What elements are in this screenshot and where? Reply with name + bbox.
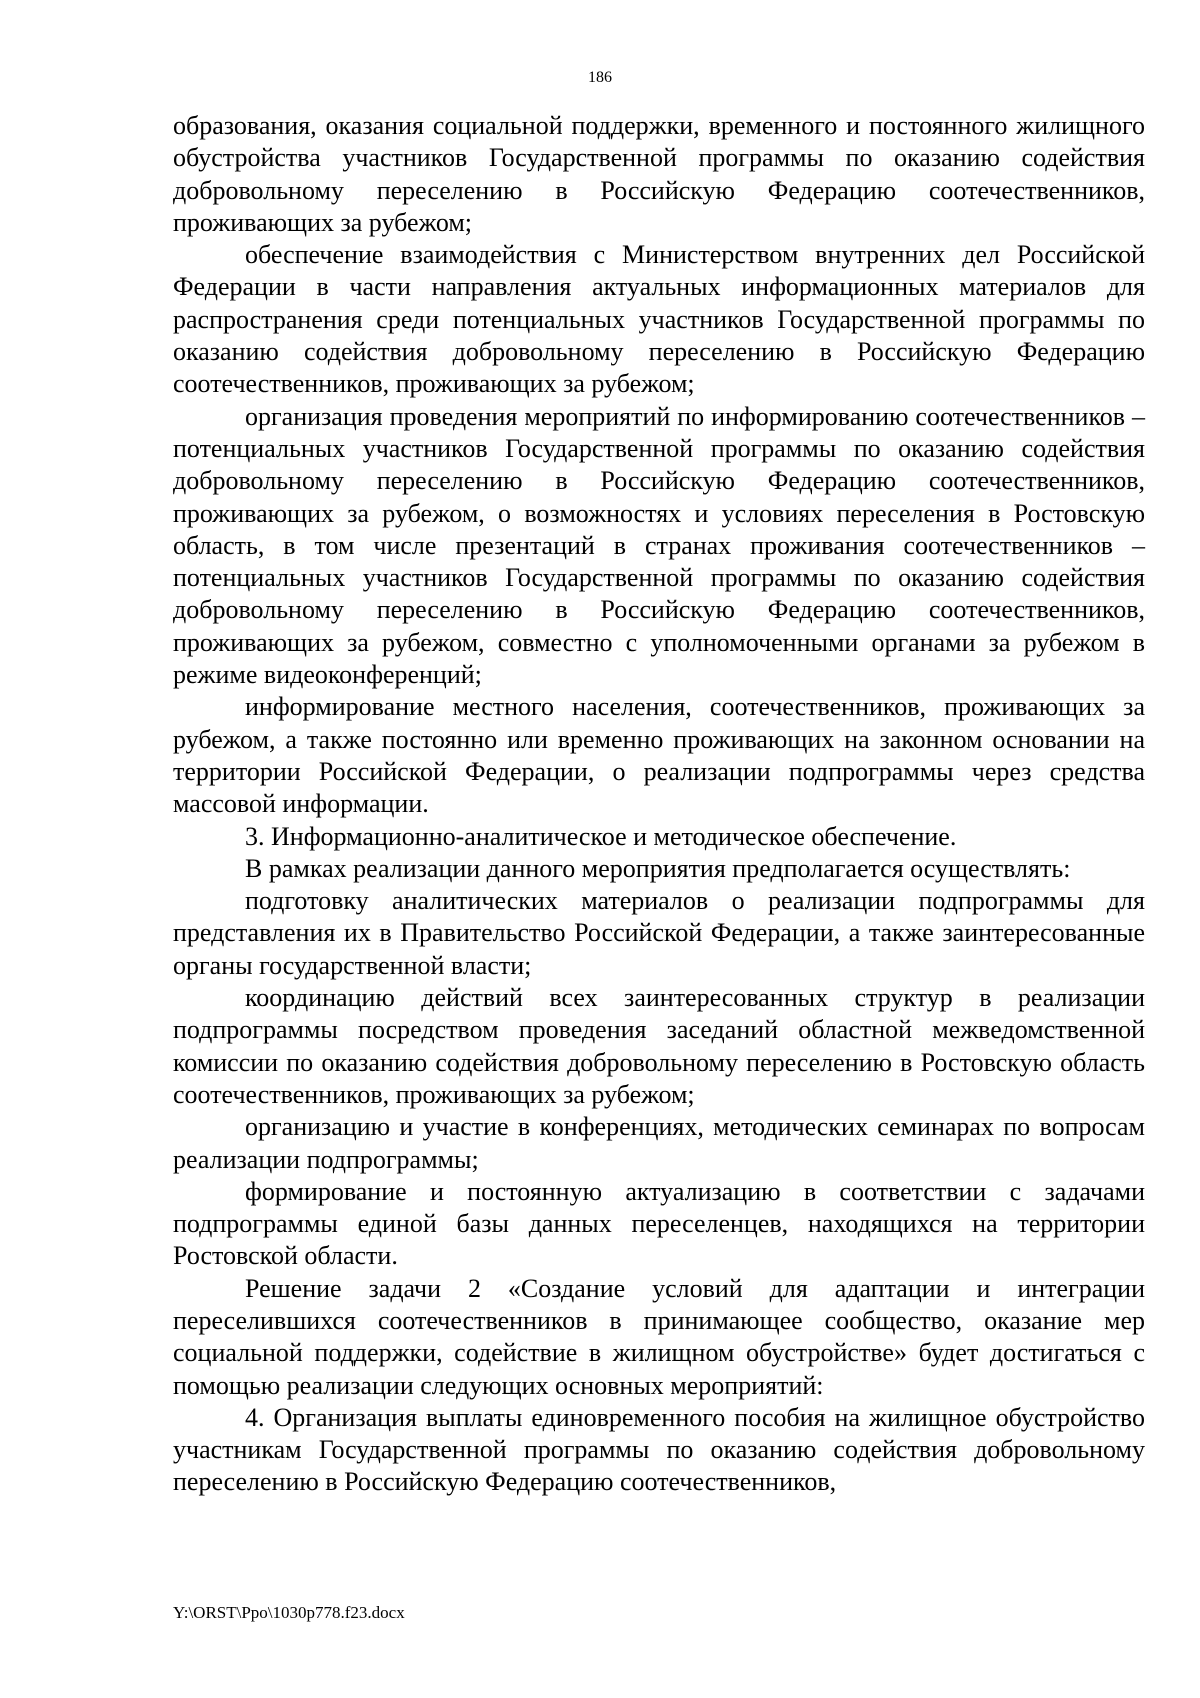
paragraph: координацию действий всех заинтересованных структур в реализации подпрограммы посредством проведения заседаний областной межведомственной комиссии по оказанию содействия добровольному переселению в Ростовскую область соотечественников, проживающих за рубежом; — [173, 983, 1145, 1109]
page-number: 186 — [588, 69, 612, 86]
paragraph: формирование и постоянную актуализацию в соответствии с задачами подпрограммы единой базы данных переселенцев, находящихся на территории Ростовской области. — [173, 1176, 1145, 1271]
document-body — [173, 110, 1145, 1499]
footer-file-path: Y:\ORST\Ppo\1030p778.f23.docx — [173, 1603, 405, 1622]
paragraph: обеспечение взаимодействия с Министерством внутренних дел Российской Федерации в части направления актуальных информационных материалов для распространения среди потенциальных участников Государственной программы по оказанию содействия добровольному переселению в Российскую Федерацию соотечественников, проживающих за рубежом; — [173, 240, 1145, 399]
paragraph: информирование местного населения, соотечественников, проживающих за рубежом, а также постоянно или временно проживающих на законном основании на территории Российской Федерации, о реализации подпрограммы через средства массовой информации. — [173, 692, 1145, 819]
paragraph: Решение задачи 2 «Создание условий для адаптации и интеграции переселившихся соотечественников в принимающее сообщество, оказание мер социальной поддержки, содействие в жилищном обустройстве» будет достигаться с помощью реализации следующих основных мероприятий: — [173, 1273, 1145, 1400]
paragraph: В рамках реализации данного мероприятия предполагается осуществлять: — [245, 853, 1071, 883]
section-heading: 3. Информационно-аналитическое и методическое обеспечение. — [245, 821, 957, 851]
paragraph: организацию и участие в конференциях, методических семинарах по вопросам реализации подпрограммы; — [173, 1112, 1145, 1174]
paragraph: 4. Организация выплаты единовременного пособия на жилищное обустройство участникам Государственной программы по оказанию содействия добровольному переселению в Российскую Федерацию соотечественников, — [173, 1402, 1145, 1497]
paragraph: подготовку аналитических материалов о реализации подпрограммы для представления их в Правительство Российской Федерации, а также заинтересованные органы государственной власти; — [173, 886, 1145, 980]
paragraph: организация проведения мероприятий по информированию соотечественников – потенциальных участников Государственной программы по оказанию содействия добровольному переселению в Российскую Федерацию соотечественников, проживающих за рубежом, о возможностях и условиях переселения в Ростовскую область, в том числе презентаций в странах проживания соотечественников – потенциальных участников Государственной программы по оказанию содействия добровольному переселению в Российскую Федерацию соотечественников, проживающих за рубежом, совместно с уполномоченными органами за рубежом в режиме видеоконференций; — [173, 401, 1145, 690]
paragraph: образования, оказания социальной поддержки, временного и постоянного жилищного обустройства участников Государственной программы по оказанию содействия добровольному переселению в Российскую Федерацию соотечественников, проживающих за рубежом; — [173, 111, 1145, 237]
